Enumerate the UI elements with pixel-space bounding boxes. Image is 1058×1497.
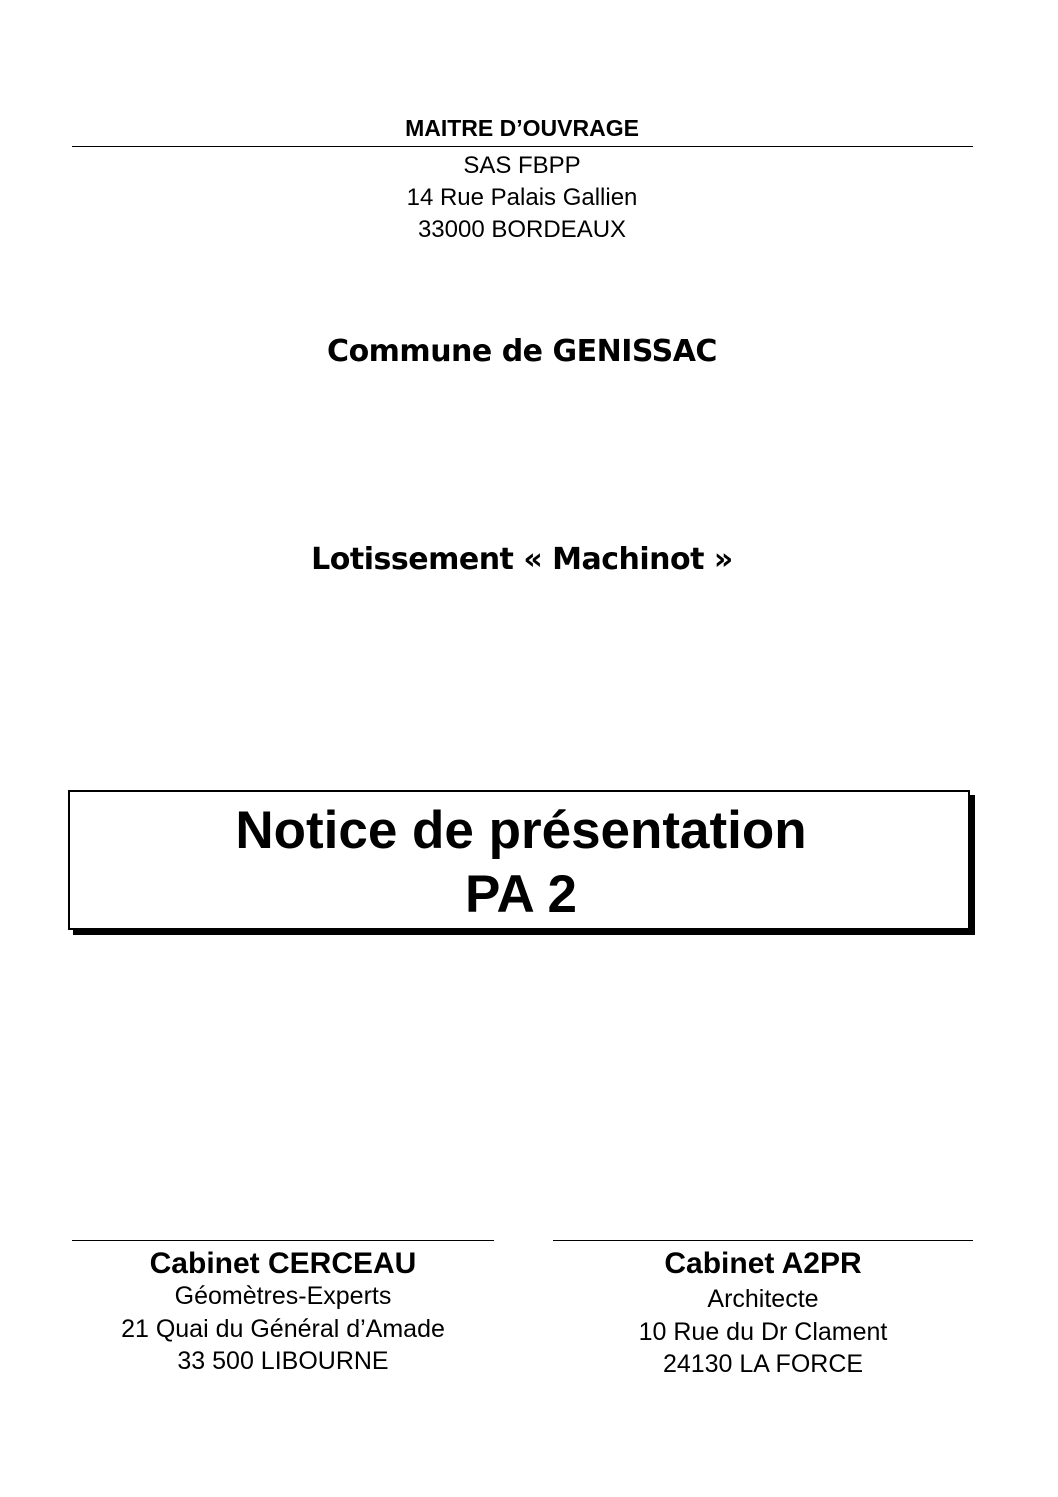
footer-left-city: 33 500 LIBOURNE	[177, 1347, 389, 1375]
document-title: Notice de présentation	[235, 801, 807, 860]
footer-right-name: Cabinet A2PR	[664, 1247, 862, 1280]
footer-left-name: Cabinet CERCEAU	[149, 1247, 417, 1280]
document-code: PA 2	[465, 865, 577, 924]
footer-left-block	[68, 0, 498, 1497]
footer-right-street: 10 Rue du Dr Clament	[638, 1318, 888, 1346]
commune-heading: Commune de GENISSAC	[327, 334, 717, 369]
maitre-ouvrage-heading: MAITRE D’OUVRAGE	[405, 115, 639, 141]
lotissement-heading: Lotissement « Machinot »	[311, 542, 733, 577]
maitre-ouvrage-street: 14 Rue Palais Gallien	[406, 184, 638, 211]
footer-left-street: 21 Quai du Général d’Amade	[121, 1315, 445, 1343]
footer-right-role: Architecte	[707, 1285, 819, 1313]
footer-right-block	[548, 0, 978, 1497]
maitre-ouvrage-city: 33000 BORDEAUX	[417, 216, 627, 243]
footer-left-role: Géomètres-Experts	[174, 1282, 392, 1310]
maitre-ouvrage-name: SAS FBPP	[463, 152, 581, 179]
footer-right-city: 24130 LA FORCE	[662, 1350, 864, 1378]
